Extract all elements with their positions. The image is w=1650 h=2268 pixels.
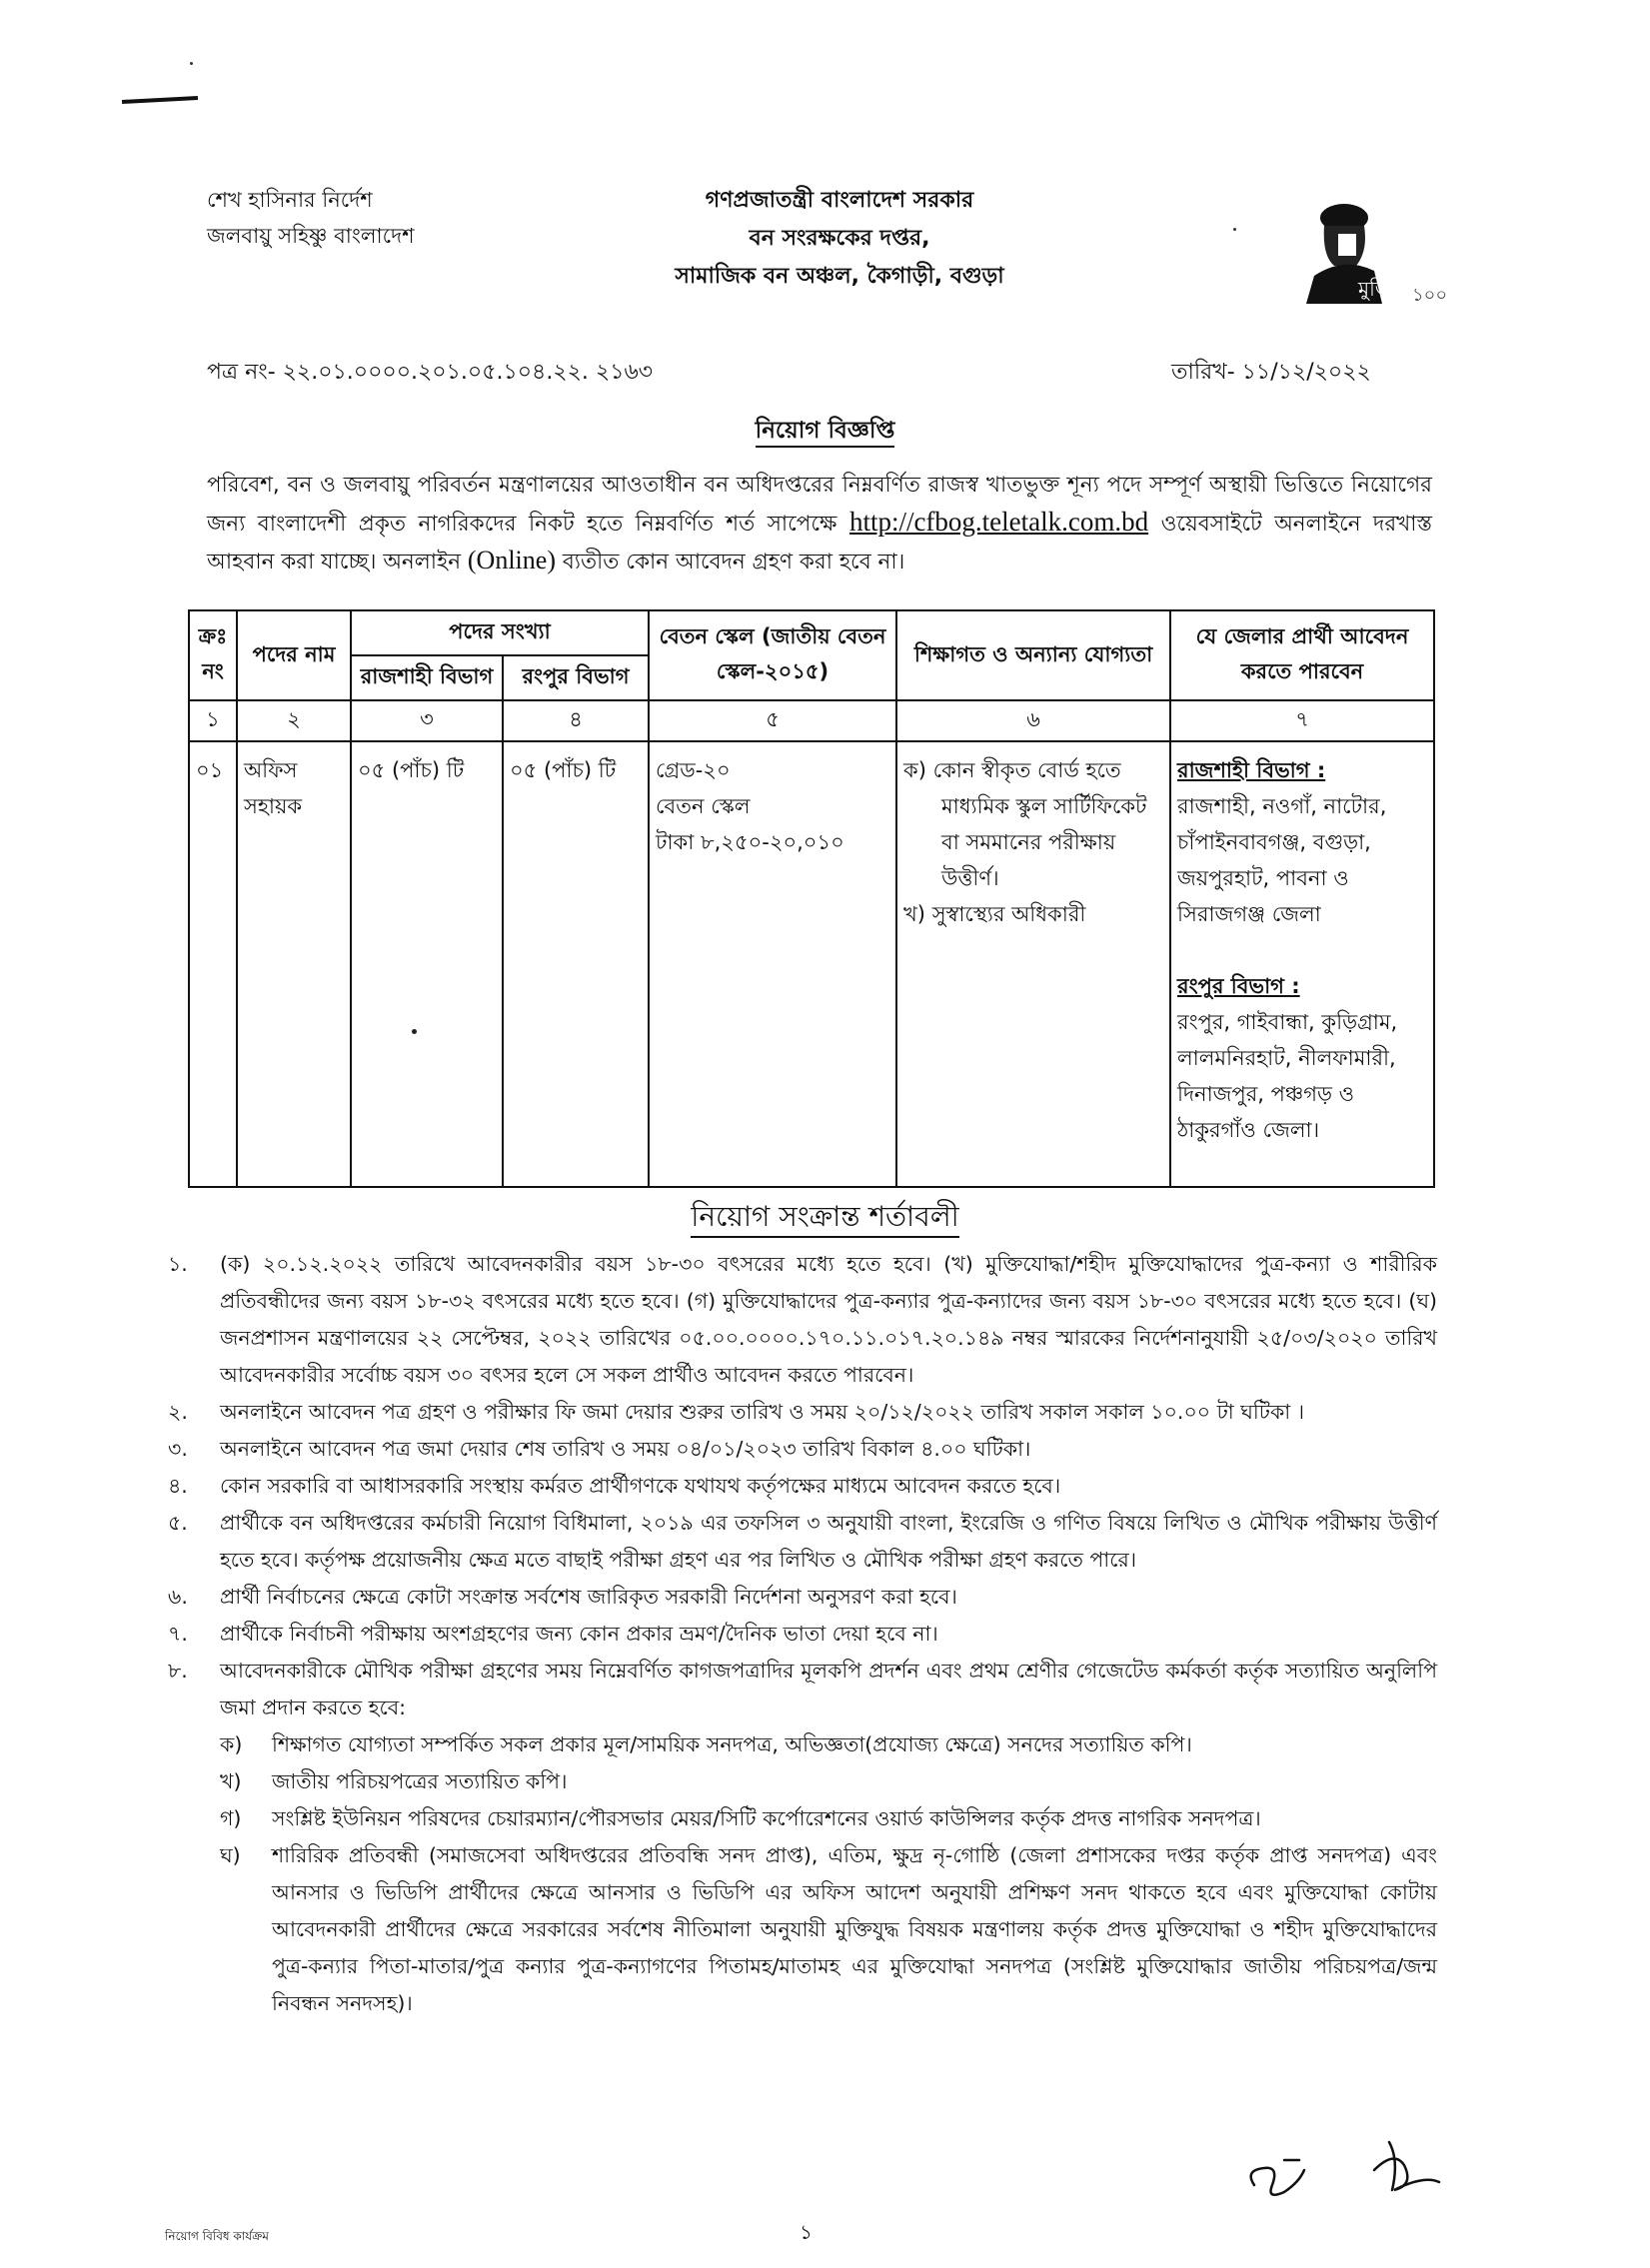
- list-item: [168, 1616, 1437, 1653]
- column-number: ২: [237, 700, 351, 741]
- office-address: সামাজিক বন অঞ্চল, কৈগাড়ী, বগুড়া: [675, 264, 1004, 289]
- list-item: [168, 1579, 1437, 1616]
- row-rangpur-count: ০৫ (পাঁচ) টি: [503, 741, 649, 1187]
- terms-list: [168, 1246, 1437, 2022]
- row-post-name: অফিস সহায়ক: [237, 741, 351, 1187]
- term-number: ৬.: [168, 1585, 188, 1609]
- notice-title: নিয়োগ বিজ্ঞপ্তি: [0, 412, 1650, 451]
- list-item: [220, 1763, 1437, 1800]
- term-number: ৫.: [168, 1511, 188, 1535]
- term-text: অনলাইনে আবেদন পত্র জমা দেয়ার শেষ তারিখ ও সময় ০৪/০১/২০২৩ তারিখ বিকাল ৪.০০ ঘটিকা।: [220, 1437, 1031, 1461]
- header-eligible-districts: যে জেলার প্রার্থী আবেদন করতে পারবেন: [1170, 610, 1434, 700]
- list-item: [220, 1837, 1437, 2022]
- row-serial: ০১: [189, 741, 237, 1187]
- row-qualification: [896, 741, 1170, 1187]
- subterm-text: সংশ্লিষ্ট ইউনিয়ন পরিষদের চেয়ারম্যান/পৌরসভার মেয়র/সিটি কর্পোরেশনের ওয়ার্ড কাউন্সিলর কর্তৃক প্রদত্ত নাগরিক সনদপত্র।: [272, 1806, 1261, 1830]
- term-number: ৩.: [168, 1437, 188, 1461]
- rajshahi-districts: রাজশাহী, নওগাঁ, নাটোর, চাঁপাইনবাবগঞ্জ, বগুড়া, জয়পুরহাট, পাবনা ও সিরাজগঞ্জ জেলা: [1177, 794, 1387, 926]
- term-text: অনলাইনে আবেদন পত্র গ্রহণ ও পরীক্ষার ফি জমা দেয়ার শুরুর তারিখ ও সময় ২০/১২/২০২২ তারিখ সকাল সকাল ১০.০০ টা ঘটিকা ।: [220, 1400, 1305, 1424]
- header-qualification: শিক্ষাগত ও অন্যান্য যোগ্যতা: [896, 610, 1170, 700]
- column-number: ৭: [1170, 700, 1434, 741]
- document-sublist: [168, 1726, 1437, 2022]
- scan-mark: [1233, 228, 1236, 231]
- header-pay-scale: বেতন স্কেল (জাতীয় বেতন স্কেল-২০১৫): [649, 610, 896, 700]
- vacancy-table: [188, 609, 1435, 1188]
- office-name: বন সংরক্ষকের দপ্তর,: [749, 226, 930, 251]
- column-number: ৪: [503, 700, 649, 741]
- rajshahi-division-label: রাজশাহী বিভাগ :: [1177, 758, 1326, 782]
- government-name: গণপ্রজাতন্ত্রী বাংলাদেশ সরকার: [705, 188, 974, 213]
- subterm-key: ঘ): [220, 1843, 241, 1867]
- qualification-a-line2: মাধ্যমিক স্কুল সার্টিফিকেট বা সমমানের পরীক্ষায় উত্তীর্ণ।: [941, 794, 1147, 890]
- logo-years: ১০০: [1412, 285, 1448, 306]
- qualification-a-line1: কোন স্বীকৃত বোর্ড হতে: [932, 758, 1121, 782]
- rangpur-division-label: রংপুর বিভাগ :: [1177, 974, 1300, 998]
- slogan-line-1: শেখ হাসিনার নির্দেশ: [207, 188, 373, 212]
- header-serial: ক্রঃ নং: [189, 610, 237, 700]
- scan-mark: [412, 1029, 417, 1034]
- subterm-text: শারিরিক প্রতিবন্ধী (সমাজসেবা অধিদপ্তরের প্রতিবন্ধি সনদ প্রাপ্ত), এতিম, ক্ষুদ্র নৃ-গোষ্ঠি (জেলা প্রশাসকের দপ্তর কর্তৃক প্রাপ্ত সনদপত্র) এবং আনসার ও ভিডিপি প্রার্থীদের ক্ষেত্রে আনসার ও ভিডিপি এর অফিস আদেশ অনুযায়ী প্রশিক্ষণ সনদ থাকতে হবে এবং মুক্তিযোদ্ধা কোটায় আবেদনকারী প্রার্থীদের ক্ষেত্রে সরকারের সর্বশেষ নীতিমালা অনুযায়ী মুক্তিযুদ্ধ বিষয়ক মন্ত্রণালয় কর্তৃক প্রদত্ত মুক্তিযোদ্ধা ও শহীদ মুক্তিযোদ্ধাদের পুত্র-কন্যার পিতা-মাতার/পুত্র কন্যার পুত্র-কন্যাগণের পিতামহ/মাতামহ এর মুক্তিযোদ্ধা সনদপত্র (সংশ্লিষ্ট মুক্তিযোদ্ধার জাতীয় পরিচয়পত্র/জন্ম নিবন্ধন সনদসহ)।: [272, 1843, 1437, 2015]
- list-item: [220, 1726, 1437, 1763]
- term-text: প্রার্থী নির্বাচনের ক্ষেত্রে কোটা সংক্রান্ত সর্বশেষ জারিকৃত সরকারী নির্দেশনা অনুসরণ করা হবে।: [220, 1585, 957, 1609]
- memo-date: তারিখ- ১১/১২/২০২২: [1171, 360, 1371, 385]
- intro-text-2: ওয়েবসাইটে অনলাইনে দরখাস্ত আহবান করা যাচ্ছে। অনলাইন: [207, 512, 1432, 574]
- terms-title: নিয়োগ সংক্রান্ত শর্তাবলী: [0, 1195, 1650, 1242]
- pay-scale-label: বেতন স্কেল: [656, 794, 751, 818]
- term-text: আবেদনকারীকে মৌখিক পরীক্ষা গ্রহণের সময় নিম্নেবর্ণিত কাগজপত্রাদির মূলকপি প্রদর্শন এবং প্রথম শ্রেণীর গেজেটেড কর্মকর্তা কর্তৃক সত্যায়িত অনুলিপি জমা প্রদান করতে হবে:: [220, 1659, 1437, 1719]
- term-number: ৪.: [168, 1474, 188, 1498]
- column-number-row: [189, 700, 1434, 741]
- pay-scale-amount: টাকা ৮,২৫০-২০,০১০: [656, 830, 844, 854]
- scan-mark: [122, 96, 198, 104]
- intro-text-1: পরিবেশ, বন ও জলবায়ু পরিবর্তন মন্ত্রণালয়ের আওতাধীন বন অধিদপ্তরের নিম্নবর্ণিত রাজস্ব খাতভুক্ত শূন্য পদে সম্পূর্ণ অস্থায়ী ভিত্তিতে নিয়োগের জন্য বাংলাদেশী প্রকৃত নাগরিকদের নিকট হতে নিম্নবর্ণিত শর্ত সাপেক্ষে: [207, 473, 1432, 537]
- list-item: [220, 1800, 1437, 1837]
- term-text: প্রার্থীকে বন অধিদপ্তরের কর্মচারী নিয়োগ বিধিমালা, ২০১৯ এর তফসিল ৩ অনুযায়ী বাংলা, ইংরেজি ও গণিত বিষয়ে লিখিত ও মৌখিক পরীক্ষায় উত্তীর্ণ হতে হবে। কর্তৃপক্ষ প্রয়োজনীয় ক্ষেত্র মতে বাছাই পরীক্ষা গ্রহণ এর পর লিখিত ও মৌখিক পরীক্ষা গ্রহণ করতে পারে।: [220, 1511, 1437, 1572]
- term-number: ১.: [168, 1252, 188, 1276]
- term-text: (ক) ২০.১২.২০২২ তারিখে আবেদনকারীর বয়স ১৮-৩০ বৎসরের মধ্যে হতে হবে। (খ) মুক্তিযোদ্ধা/শহীদ মুক্তিযোদ্ধাদের পুত্র-কন্যা ও শারীরিক প্রতিবন্ধীদের জন্য বয়স ১৮-৩২ বৎসরের মধ্যে হতে হবে। (গ) মুক্তিযোদ্ধাদের পুত্র-কন্যার পুত্র-কন্যাদের জন্য বয়স ১৮-৩০ বৎসরের মধ্যে হতে হবে। (ঘ) জনপ্রশাসন মন্ত্রণালয়ের ২২ সেপ্টেম্বর, ২০২২ তারিখের ০৫.০০.০০০০.১৭০.১১.০১৭.২০.১৪৯ নম্বর স্মারকের নির্দেশনানুযায়ী ২৫/০৩/২০২০ তারিখ আবেদনকারীর সর্বোচ্চ বয়স ৩০ বৎসর হলে সে সকল প্রার্থীও আবেদন করতে পারবেন।: [220, 1252, 1437, 1387]
- subterm-text: জাতীয় পরিচয়পত্রের সত্যায়িত কপি।: [272, 1769, 568, 1793]
- subterm-key: গ): [220, 1806, 242, 1830]
- row-pay-scale: [649, 741, 896, 1187]
- row-rajshahi-count: ০৫ (পাঁচ) টি: [351, 741, 503, 1187]
- memo-number: পত্র নং- ২২.০১.০০০০.২০১.০৫.১০৪.২২. ২১৬৩: [207, 360, 654, 385]
- list-item: [168, 1431, 1437, 1468]
- term-number: ২.: [168, 1400, 188, 1424]
- mujib-100-logo: [1294, 196, 1474, 306]
- page-number: ১: [800, 2220, 813, 2244]
- handwritten-signature: [1224, 2130, 1464, 2210]
- grade: গ্রেড-২০: [656, 758, 731, 782]
- rangpur-districts: রংপুর, গাইবান্ধা, কুড়িগ্রাম, লালমনিরহাট, নীলফামারী, দিনাজপুর, পঞ্চগড় ও ঠাকুরগাঁও জেলা।: [1177, 1010, 1398, 1142]
- slogan-block: [207, 182, 415, 254]
- subterm-key: খ): [220, 1769, 242, 1793]
- list-item: [168, 1653, 1437, 1726]
- scan-mark: [190, 62, 193, 65]
- intro-paragraph: [207, 468, 1432, 580]
- list-item: [168, 1468, 1437, 1505]
- subterm-key: ক): [220, 1732, 243, 1756]
- list-item: [168, 1246, 1437, 1394]
- footer-file-label: নিয়োগ বিবিধ কার্যক্রম: [165, 2229, 269, 2243]
- intro-online-en: (Online): [467, 546, 556, 574]
- logo-text: মুজিব: [1358, 277, 1404, 301]
- column-number: ৩: [351, 700, 503, 741]
- intro-text-3: ব্যতীত কোন আবেদন গ্রহণ করা হবে না।: [562, 550, 905, 574]
- term-number: ৭.: [168, 1622, 188, 1646]
- header-post-count: পদের সংখ্যা: [351, 610, 649, 655]
- list-item: [168, 1394, 1437, 1431]
- column-number: ১: [189, 700, 237, 741]
- subterm-text: শিক্ষাগত যোগ্যতা সম্পর্কিত সকল প্রকার মূল/সাময়িক সনদপত্র, অভিজ্ঞতা(প্রযোজ্য ক্ষেত্রে) সনদের সত্যায়িত কপি।: [272, 1732, 1192, 1756]
- website-link[interactable]: http://cfbog.teletalk.com.bd: [848, 507, 1149, 537]
- header-rajshahi-division: রাজশাহী বিভাগ: [351, 655, 503, 700]
- slogan-line-2: জলবায়ু সহিষ্ণু বাংলাদেশ: [207, 224, 415, 248]
- term-text: কোন সরকারি বা আধাসরকারি সংস্থায় কর্মরত প্রার্থীগণকে যথাযথ কর্তৃপক্ষের মাধ্যমে আবেদন করতে হবে।: [220, 1474, 1061, 1498]
- term-text: প্রার্থীকে নির্বাচনী পরীক্ষায় অংশগ্রহণের জন্য কোন প্রকার ভ্রমণ/দৈনিক ভাতা দেয়া হবে না।: [220, 1622, 938, 1646]
- header-post-name: পদের নাম: [237, 610, 351, 700]
- office-header: [560, 182, 1119, 296]
- term-number: ৮.: [168, 1659, 188, 1683]
- header-rangpur-division: রংপুর বিভাগ: [503, 655, 649, 700]
- row-eligible-districts: [1170, 741, 1434, 1187]
- list-item: [168, 1505, 1437, 1579]
- qualification-b: সুস্বাস্থ্যের অধিকারী: [931, 902, 1086, 926]
- table-row: [189, 741, 1434, 1187]
- qualification-key-b: খ): [903, 902, 925, 926]
- qualification-key-a: ক): [903, 758, 926, 782]
- column-number: ৫: [649, 700, 896, 741]
- column-number: ৬: [896, 700, 1170, 741]
